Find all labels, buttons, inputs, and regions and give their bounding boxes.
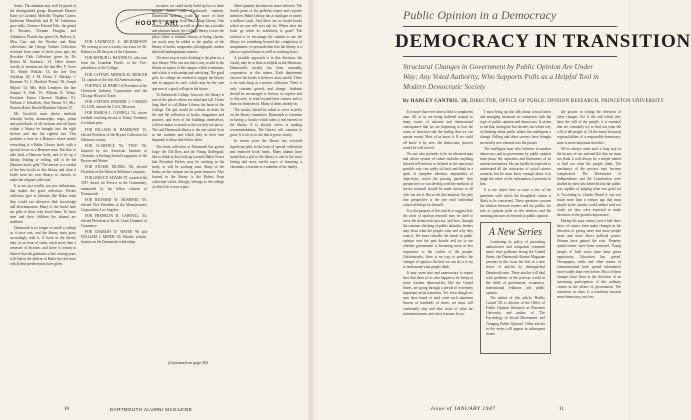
page-number-right: 11 [559, 407, 564, 412]
paragraph: FOR CHARLES D. WATER '96 and WILLIAM J. MINER '05, Rhodes scholar, finance on the Dartmouth scholarship. [81, 230, 147, 245]
box-text [486, 240, 545, 350]
paragraph: It is more than ever time to find a complacent man. All of us are being buffeted around so many issues of national and international consequence that we are beginning to lose the sense of direction and the feeling that we can master events. Most of us know it. If we could all know it by now, the democratic process would be well served. [403, 110, 473, 150]
paragraph: The next step in one's thinking is the plan for a new library. Who can not find a way to add to the library an aspect of the campus which is intimate, and which is welcoming and satisfying. The good gifts for college are needed to supply the library and to support its staff, which may be the sine qua non of a good college in the future. [152, 55, 224, 91]
right-page [319, 0, 691, 420]
paragraph: No one who pretends to be an educated man and whose system of values includes anything beyond self-interest or defined in the narrowest possible way can safely sit back and think in a spirit of complete idealism, impartiality or objectivity, watch the passing parade. Any perspective we can develop with the methods of survey research should be made known to all who can use it. But in the last analysis, the only true perspective is the one each individual citizen develops for himself. [403, 151, 473, 207]
paragraph: FOR ARTHUR G. BAXTER '01, who rose from the Canadian Pacific to the Vice-presidency of the College. [81, 56, 147, 71]
paragraph: Dartmouth is no longer so small a college as it once was, and the library must grow accordingly with it. A book in the library may, in an hour of study, teach more than a semester of lectures; and there is reason to believe that the graduates of the coming years will find in the shelves of Baker the rich store which their predecessors have given. [10, 226, 76, 266]
paragraph: FOR LEROY P. ADAMS '07, awarded the 1947 Award for Service to the Community, nominated by his fellow citizens of Portsmouth. [81, 176, 147, 196]
article-headline: DEMOCRACY IN TRANSITION [395, 31, 691, 52]
article-byline [403, 99, 665, 104]
paragraph: no more, we could easily build up two or three special issues with Dartmouth students. Dartmouth students could get more of their scholastic reading from the College library. One Dartmouth student as well as others has a notable and pleasant house; the College library is now the place where a students library is being chosen, yet much may be added to the quality of the library of books, magazines, photographs, studies that hold undergraduate interest. [152, 4, 224, 54]
continued-note: (Continued on page 90) [168, 360, 208, 365]
headline-rule-top [403, 26, 617, 27]
article-deck: Structural Changes in Government by Public Opinion Are Under Way; Any Voted Authority, Who Supports Polls as a Helpful Tool in Modern Democratic Society [403, 62, 599, 92]
left-column-3 [152, 4, 224, 356]
paragraph: books. The alumnae may well be proud of the distinguished group: Rosamond Eleanor Kane of Cortland, Melville, Virginia Coates, Katherine Mansfield, and H. M. Tomlinson gave talks; Clarence Edward Edie, the genial K. Brookes, Norman Douglas, and Arbuthnot; Florida has given Dr. Bullock Jr. Miss Carr and the Brooke and Bean collections; the George Tickner Collection received from some of their years ago; the Rowdoin Club Collection given by Dr. Robert M. Starbuck, '14. Other donors worthy of mention are the late Mrs. F. Jones '45, Warde Wilkins '13, the late Tom Northrup '20, J. M. Chase, T. Mackay, J. Rummer '31, C. Hartford 'Prinny' '18, Joseph Mijtoir '14, Mrs. Beth Lenderer, the late Samuel E. Bell '19, William D. White, President Ernest Clarence Hopkins '01, William J. Schafleck, Paul Bisson '01, Mrs. Preston Haird, Harold Hamilton Gibson '27. [10, 4, 76, 110]
paragraph: FOR RICHARD W. HUSBAND '05, elected Vice President of the Manufacturers Corporation, Los Angeles. [81, 197, 147, 212]
paragraph: We've always come such a long way in the history of our national life that we must not think it will always be a simple matter to find out what the people think. The mechanics of the process may become complicated. The Declaration of Independence and the Constitution were drafted by men who believed that the public was capable of judging what was good for it. According to Charles Beard it was not much more than a century ago that most people in the country could neither read nor write; yet they were expected to make decisions of the greatest importance. [557, 146, 621, 217]
paragraph: Mr. Goodrich must devise methods whereby books, manuscripts, maps, prints and periodicals of all sections and all times within a library be brought into the right shelves and into the rightful use. This problem is here in a Hanover where nearly everything is a Baker Library book, with a special focus on a Hanover man. But how to take back a Hanover book, and to tie up a library, lending or selling, will it be the Hanover man's gifts? The answer is a cordial of the best books in this library and what it holds from his own library; to cherish, to make the original collection. [10, 111, 76, 183]
paragraph: FOR CAPTAIN ARTHUR M. MERCER '14, captain of the first All American team. [81, 72, 147, 82]
paragraph: the picture in setting the direction of these changes. For if the end which they have the will of the people, it is essential that we constantly try to find out what the will of the people is. Of the many historical responsibilities of a responsible democracy, none is more important than this. [557, 110, 621, 145]
paragraph: A possible approach is in this direction: the faculty may be at least as helpful as the librarians. Dartmouth's faculty has been unusually cooperative in this matter. Each department chooses the books it believes most useful. There is no such thing as a perfect collection. There is only constant growth and change. Students should be encouraged to browse, to explore and to discover; to read beyond their courses and to learn for themselves. Many of them already do. [230, 55, 302, 106]
right-column-1 [403, 110, 473, 405]
byline-title: DIRECTOR, OFFICE OF PUBLIC OPINION RESEARCH, PRINCETON UNIVERSITY [469, 99, 665, 104]
paragraph: FOR WILLIAM H. HAMMOND '15, elected President of the Bryant Collection for Delaware county. [81, 127, 147, 142]
left-column-2 [81, 40, 147, 405]
left-column-4 [230, 4, 302, 404]
paragraph: The book collection at Dartmouth has grown large; the Old Row and the Young Undergrad, like to think as they look up towards Baker Tower that President Dickey may be working in his study, or will be working soon. Many of the books on the campus are its great treasures. Also housed in the library is the Robert Frost collection which, fittingly, belongs to the college of which he is now a part. [152, 144, 224, 190]
paragraph: In recent years the library has received significant gifts in the form of special collections and endowed book funds. Many alumni have found that a gift to the library is one of the most lasting and most useful ways of honoring a classmate, a teacher or a member of the family. [230, 139, 302, 169]
paragraph: Sheer quantity becomes no more effective. The fourth point of the problem comes and requires attention. Baker Library has a catalogue of nearly a million cards. And there are no doubt books which no one will ever ask for. Where does the book go when its usefulness is gone? The solution is to encourage the student to use the library for something beyond the completion of assignments; to persuade him that the library is a place to spend leisure as well as working hours. [230, 4, 302, 54]
page-number-left: 10 [64, 407, 69, 412]
paragraph: Continuing its policy of presenting authoritative and outspoken comment about vital problems facing the United States, the Dartmouth Alumni Magazine presents in this issue the first of a new series of articles by distinguished Dartmouth men. These articles will deal with problems of the postwar world in the fields of government, economics, international relations and public opinion. [486, 240, 545, 295]
paragraph: It may seem trite and unnecessary to repeat here that those of us who happen to be living in some western democracies, like the United States, are going through a period of extremely important social transition. Yet, even though we may have heard or read some such statement dozens of hundreds of times, we must still continually stop and take stock of what the statement means, and what it means for us. [403, 270, 473, 316]
paragraph: The faculty should be asked to serve actively on the library committee. Dartmouth is fortunate in having a faculty which takes a real interest in the library. It is already active in making recommendations. The Library will continue to grow. It is for us to see that it grows wisely. [230, 107, 302, 138]
stamp-text: HOOT - AH! [135, 21, 179, 27]
paragraph: FOR JOSHUA L. CONNELL '14, whose football coaching record at Trinity Academy is without peer. [81, 111, 147, 126]
paragraph: It is my object here to raise a few of the questions with which the thoughtful citizen is likely to be concerned. These questions concern the relation between leaders and the public; the role of opinion polls in this relation; and the meaning and uses of research in public opinion. [480, 188, 551, 218]
paragraph: The intelligent man who believes in modern democracy and in government by public opinion must know the capacities and limitations of its ancient institutions. He can hardly be expected to understand all the intricacies of social science research, but he must know enough about it to judge the value of the information it presents to him. [480, 146, 551, 187]
paragraph: It is the purpose of this article to suggest how the tools of opinion research may be used to serve the democratic process; and how, through the constant checking of public attitudes, leaders may learn what the people want and why they want it. We must consider the trends in public opinion over the past decade and try to see whether government is becoming more or less responsive to the wishes of the people. Unfortunately, there is no way to predict the changes of opinion: the best we can do is to try to understand what people think. [403, 208, 473, 269]
new-series-box [480, 222, 551, 354]
article-kicker: Public Opinion in a Democracy [403, 8, 557, 22]
paragraph: FOR PAUL M. BARR '14, President of the Chemicals Industry Corporation and the Chicago Board of Trade. [81, 83, 147, 98]
right-column-3 [557, 110, 621, 405]
right-column-2 [480, 110, 551, 216]
paragraph: The author of this article, Hadley Cantril '28, is director of the Office of Public Opinion Research at Princeton University and author of 'The Psychology of Social Movements' and 'Gauging Public Opinion'. Other articles in the series will appear in subsequent issues. [486, 296, 545, 336]
headline-rule-bottom [403, 56, 617, 57]
byline-author: By HADLEY CANTRIL '28, [403, 99, 469, 104]
left-column-1 [10, 4, 76, 404]
footer-magazine-title: DARTMOUTH ALUMNI MAGAZINE [110, 407, 193, 412]
paragraph: During the past century and a half there have, of course, been many changes in the direction of giving more and more people more and more direct political power. Women have gained the vote. Property qualifications have been removed. Young people of both sexes have been given opportunity. Education has spread. Newspapers, radio and other means of communication have spread information more widely than ever before. Most of these changes have been in the direction of an increasing participation of the ordinary citizen in the affairs of government. The transition, in short, is a transition towards more democracy, not less. [557, 218, 621, 300]
paragraph: FOR STUART MCNEIL '06, elected President of the Sherwin Williams Company. [81, 165, 147, 175]
paragraph: FOR CLARENCE '92, 'TINY' '06, honored by the American Institute of Chemists, a lifelong devoted supporter of the Boston and Maine. [81, 143, 147, 164]
paragraph: I must bring up this talk about critical times and emerging situations in connection with the topic of public opinion and democracy. It seems to me that, during the last decade, our whole way of thinking about public affairs has undergone a change. Polling and other surveys have brought an entirely new element into the picture. [480, 110, 551, 145]
page-gutter [309, 0, 319, 420]
paragraph: FOR LAWRENCE A. RICHARDSON '98, striving to see a worthy successor for Dr. Holmes to fill the post of the Librarian. [81, 40, 147, 55]
left-page [0, 0, 309, 420]
paragraph: It is not just wealth, nor just enthusiasm, that makes the great collection. Private collectors give to libraries like Baker what they would not otherwise find: knowledge and discrimination. Many of the books here are gifts of those who loved them. To these men and their children the alumni are indebted. [10, 184, 76, 224]
paragraph: FOR FRANKLIN B. CARWELL '33, elected President of the St. Louis Chamber of Commerce. [81, 214, 147, 229]
footer-issue-date: Issue of JANUARY 1947 [431, 406, 496, 412]
box-title: A New Series [488, 227, 543, 238]
paragraph: FOR CAPTAIN EDWARD J. CARSON '15, USN, aboard the U.S.S. Missouri. [81, 100, 147, 110]
paragraph: To Dartmouth College, however, the library is one of the places where we stand and fall. I have long liked to call Baker Library the heart of the College. The gift would do without its heart. In the end the collection of books, magazines and pictures, and even of the buildings themselves, will not matter so much as the use they are put to. The real Dartmouth library is the one which lives in her students and which they in their turn bequeath to those that follow them. [152, 92, 224, 143]
